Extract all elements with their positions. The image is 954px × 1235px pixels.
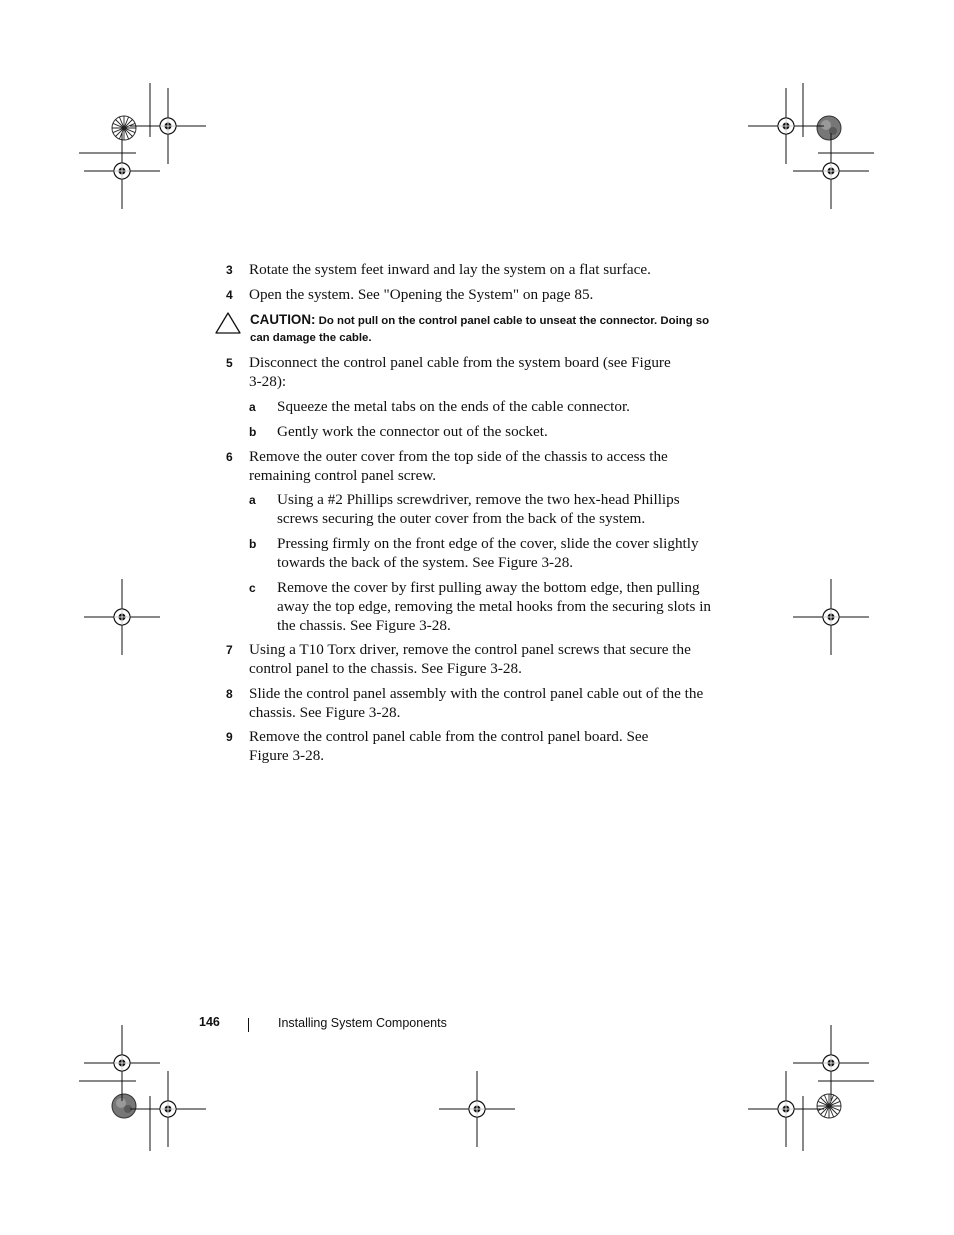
caution-triangle-icon (214, 311, 242, 335)
step-6 (226, 447, 716, 485)
caution-text: Do not pull on the control panel cable to unseat the connector. Doing so can damage the cable. (250, 315, 710, 344)
page-number: 146 (199, 1015, 220, 1029)
step-4 (226, 285, 726, 304)
step-9 (226, 727, 676, 765)
step-6c (249, 578, 717, 635)
substep-letter: b (249, 425, 257, 439)
step-number: 7 (226, 643, 233, 657)
substep-letter: a (249, 493, 256, 507)
step-5 (226, 353, 671, 391)
step-number: 6 (226, 450, 233, 464)
step-number: 9 (226, 730, 233, 744)
step-text: Using a T10 Torx driver, remove the control panel screws that secure the control panel to the chassis. See Figure 3-28. (249, 641, 691, 677)
substep-text: Gently work the connector out of the socket. (277, 423, 548, 440)
step-5b (249, 422, 719, 441)
caution-body (250, 311, 714, 347)
step-6b (249, 534, 709, 572)
step-6a (249, 490, 709, 528)
step-5a (249, 397, 719, 416)
footer-section-title: Installing System Components (278, 1016, 447, 1030)
step-number: 5 (226, 356, 233, 370)
step-text: Open the system. See "Opening the System" on page 85. (249, 286, 594, 303)
step-number: 3 (226, 263, 233, 277)
substep-text: Using a #2 Phillips screwdriver, remove the two hex-head Phillips screws securing the outer cover from the back of the system. (277, 491, 680, 527)
step-3 (226, 260, 726, 279)
substep-text: Pressing firmly on the front edge of the cover, slide the cover slightly towards the back of the system. See Figure 3-28. (277, 535, 699, 571)
substep-text: Remove the cover by first pulling away the bottom edge, then pulling away the top edge, removing the metal hooks from the securing slots in the chassis. See Figure 3-28. (277, 579, 712, 634)
substep-text: Squeeze the metal tabs on the ends of the cable connector. (277, 398, 630, 415)
step-text: Remove the outer cover from the top side of the chassis to access the remaining control panel screw. (249, 448, 668, 484)
step-7 (226, 640, 716, 678)
caution-label: CAUTION: (250, 312, 316, 327)
caution-notice (214, 311, 714, 347)
step-number: 8 (226, 687, 233, 701)
footer-divider (248, 1018, 249, 1032)
step-text: Disconnect the control panel cable from the system board (see Figure 3-28): (249, 354, 671, 390)
substep-letter: a (249, 400, 256, 414)
substep-letter: c (249, 581, 256, 595)
step-text: Rotate the system feet inward and lay the system on a flat surface. (249, 261, 651, 278)
step-text: Remove the control panel cable from the control panel board. See Figure 3-28. (249, 728, 649, 764)
step-number: 4 (226, 288, 233, 302)
step-text: Slide the control panel assembly with the control panel cable out of the the chassis. See Figure 3-28. (249, 685, 704, 721)
substep-letter: b (249, 537, 257, 551)
step-8 (226, 684, 716, 722)
